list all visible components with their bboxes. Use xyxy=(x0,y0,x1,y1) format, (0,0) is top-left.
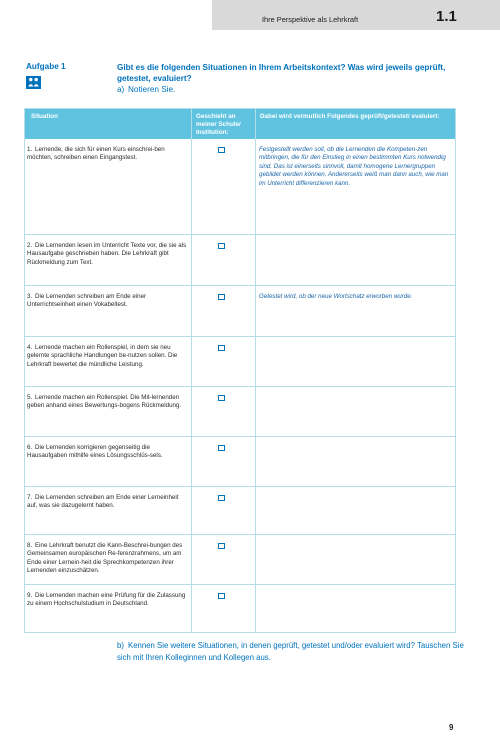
assessment-cell[interactable]: Getestet wird, ob der neue Wortschatz erworben wurde. xyxy=(259,293,413,300)
happens-checkbox[interactable] xyxy=(218,294,225,300)
row-number: 4. xyxy=(27,344,33,351)
task-part-b xyxy=(117,640,472,664)
situation-text: Lernende machen ein Rollenspiel. Die Mit-lernenden geben anhand eines Bewertungs-bogens Rückmeldung. xyxy=(27,394,182,410)
row-number: 2. xyxy=(27,242,33,249)
situation-cell xyxy=(27,394,189,411)
table-row xyxy=(25,337,455,387)
situation-cell xyxy=(27,146,189,163)
situation-text: Eine Lehrkraft benutzt die Kann-Beschrei-bungen des Gemeinsamen europäischen Re-ferenzrahmens, um am Ende einer Lernein-heit die Sprechkompetenzen ihrer Lernenden einzuschätzen. xyxy=(27,542,183,575)
task-part-a-text: Notieren Sie. xyxy=(128,85,176,94)
table-header xyxy=(25,109,455,139)
header-happens: Geschieht an meiner Schule/ Institution: xyxy=(196,113,241,137)
header-situation: Situation xyxy=(31,113,58,120)
table-row xyxy=(25,535,455,585)
header-assess: Dabei wird vermutlich Folgendes geprüft/getestet/ evaluiert: xyxy=(260,113,440,120)
happens-checkbox[interactable] xyxy=(218,345,225,351)
row-number: 6. xyxy=(27,444,33,451)
situation-text: Die Lernenden lesen im Unterricht Texte vor, die sie als Hausaufgabe geschrieben haben. Die Lehrkraft gibt Rückmeldung zum Text. xyxy=(27,242,187,266)
row-number: 3. xyxy=(27,293,33,300)
task-part-b-label: b) xyxy=(117,641,124,650)
pair-work-icon xyxy=(26,76,41,89)
task-part-a xyxy=(117,85,175,94)
happens-checkbox[interactable] xyxy=(218,445,225,451)
task-question: Gibt es die folgenden Situationen in Ihrem Arbeitskontext? Was wird jeweils geprüft, getestet, evaluiert? xyxy=(117,63,446,84)
happens-checkbox[interactable] xyxy=(218,543,225,549)
row-number: 5. xyxy=(27,394,33,401)
situation-cell xyxy=(27,344,189,369)
task-part-a-label: a) xyxy=(117,85,125,94)
happens-checkbox[interactable] xyxy=(218,395,225,401)
situation-cell xyxy=(27,494,189,511)
table-row xyxy=(25,437,455,487)
happens-checkbox[interactable] xyxy=(218,147,225,153)
situation-cell xyxy=(27,242,189,267)
task-label: Aufgabe 1 xyxy=(26,62,66,71)
assessment-cell[interactable]: Festgestellt werden soll, ob die Lernenden die Kompeten-zen mitbringen, die für den Einstieg in einen bestimmten Kurs notwendig sind. Das ist einerseits sinnvoll, damit homogene Lernergruppen gebildet werden können. Andererseits weiß man dann auch, wie man im Unterricht differenzieren kann. xyxy=(259,146,449,187)
situation-text: Die Lernenden machen eine Prüfung für die Zulassung zu einem Hochschulstudium in Deutschland. xyxy=(27,592,186,608)
table-row xyxy=(25,235,455,286)
row-number: 9. xyxy=(27,592,33,599)
table-row xyxy=(25,139,455,235)
situation-cell xyxy=(27,542,189,576)
happens-checkbox[interactable] xyxy=(218,593,225,599)
situation-cell xyxy=(27,293,189,310)
happens-checkbox[interactable] xyxy=(218,495,225,501)
section-title: Ihre Perspektive als Lehrkraft xyxy=(262,15,359,24)
section-number: 1.1 xyxy=(436,8,457,25)
situation-text: Lernende machen ein Rollenspiel, in dem sie neu gelernte sprachliche Handlungen be-nutzen sollen. Die Lehrkraft bewertet die mündliche Leistung. xyxy=(27,344,178,368)
row-number: 8. xyxy=(27,542,33,549)
situation-cell xyxy=(27,592,189,609)
table-row xyxy=(25,487,455,535)
happens-checkbox[interactable] xyxy=(218,243,225,249)
row-number: 1. xyxy=(27,146,33,153)
table-row xyxy=(25,286,455,337)
situation-cell xyxy=(27,444,189,461)
row-number: 7. xyxy=(27,494,33,501)
situations-table xyxy=(24,108,456,633)
task-part-b-text: Kennen Sie weitere Situationen, in denen geprüft, getestet und/oder evaluiert wird? Tauschen Sie sich mit Ihren Kolleginnen und Kollegen aus. xyxy=(117,641,464,662)
table-row xyxy=(25,387,455,437)
situation-text: Die Lernenden korrigieren gegenseitig die Hausaufgaben mithilfe eines Lösungsschlüs-sels. xyxy=(27,444,163,460)
situation-text: Lernende, die sich für einen Kurs einschrei-ben möchten, schreiben einen Eingangstest. xyxy=(27,146,165,162)
situation-text: Die Lernenden schreiben am Ende einer Lerneinheit auf, was sie dazugelernt haben. xyxy=(27,494,179,510)
situation-text: Die Lernenden schreiben am Ende einer Unterrichtseinheit einen Vokabeltest. xyxy=(27,293,147,309)
table-row xyxy=(25,585,455,632)
page-number: 9 xyxy=(449,723,454,732)
